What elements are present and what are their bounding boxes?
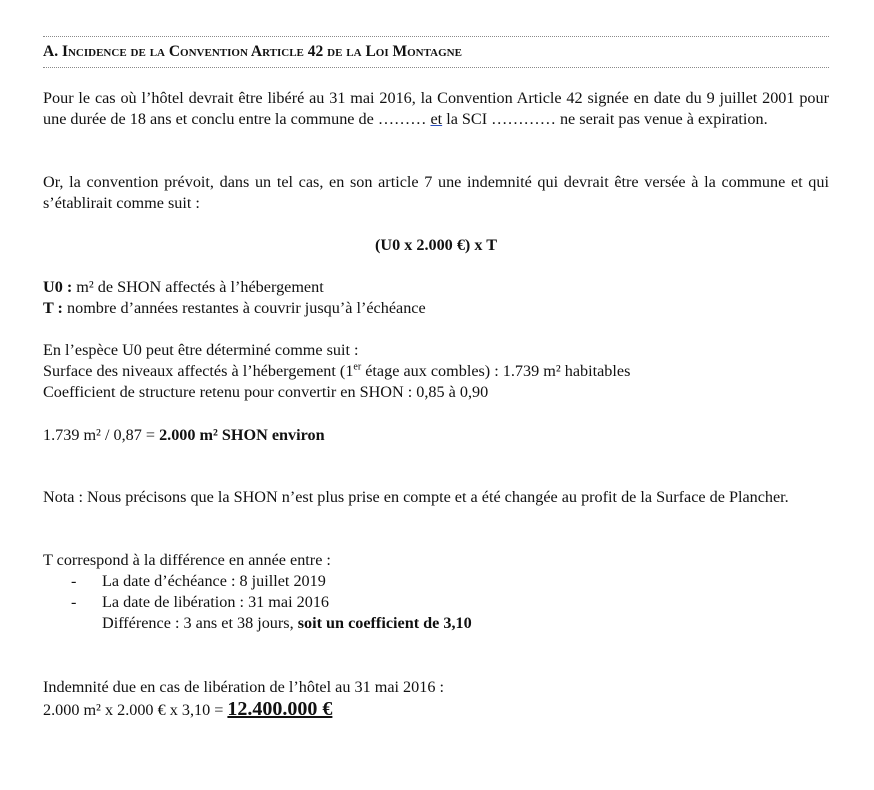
underlined-et: et [430,110,443,128]
definition-text: nombre d’années restantes à couvrir jusqu’à l’échéance [67,299,426,317]
superscript-er: er [353,361,362,373]
paragraph-convention-text-1: Pour le cas où l’hôtel devrait être libéré au 31 mai 2016, la Convention Article 42 signée en date du 9 juillet 2001 pour une durée de 18 ans et conclu entre la commune de ……… [43,89,829,128]
section-title: Incidence de la Convention Article 42 de la Loi Montagne [61,43,462,60]
bullet-dash: - [71,593,77,611]
definition-term: T : [43,299,63,317]
paragraph-convention [43,88,829,130]
espece-intro: En l’espèce U0 peut être déterminé comme suit : [43,341,359,359]
indemnite-formula: 2.000 m² x 2.000 € x 3,10 = [43,701,224,719]
definition-u0 [43,277,829,298]
calculation-left: 1.739 m² / 0,87 = [43,426,156,444]
list-item [43,571,829,592]
surface-text-2: étage aux combles) : 1.739 m² habitables [365,362,631,380]
paragraph-indemnite-prevue: Or, la convention prévoit, dans un tel cas, en son article 7 une indemnité qui devrait être versée à la commune et qui s’établirait comme suit : [43,173,829,212]
difference-text-wrap [102,613,472,634]
calculation-line [43,425,829,446]
section-heading [43,36,829,68]
list-item-text: La date de libération : 31 mai 2016 [102,593,330,611]
espece-surface [43,361,829,382]
section-letter: A. [43,43,59,60]
definition-term: U0 : [43,278,73,296]
difference-line [43,613,829,634]
calculation-result: 2.000 m² SHON environ [159,426,325,444]
definition-t [43,298,829,319]
indemnite-calculation [43,699,829,721]
espece-coefficient: Coefficient de structure retenu pour convertir en SHON : 0,85 à 0,90 [43,383,489,401]
difference-text: Différence : 3 ans et 38 jours, [102,614,294,632]
surface-text-1: Surface des niveaux affectés à l’hébergement (1 [43,362,354,380]
indemnite-total: 12.400.000 € [227,698,333,720]
formula: (U0 x 2.000 €) x T [374,236,497,254]
paragraph-convention-text-2: la SCI ………… ne serait pas venue à expiration. [446,110,768,128]
bullet-dash: - [71,572,77,590]
definition-text: m² de SHON affectés à l’hébergement [76,278,324,296]
nota-paragraph: Nota : Nous précisons que la SHON n’est plus prise en compte et a été changée au profit de la Surface de Plancher. [43,488,789,506]
t-intro: T correspond à la différence en année entre : [43,551,331,569]
difference-coefficient: soit un coefficient de 3,10 [297,614,472,632]
list-item [43,592,829,613]
indemnite-label: Indemnité due en cas de libération de l’hôtel au 31 mai 2016 : [43,678,444,696]
list-item-text: La date d’échéance : 8 juillet 2019 [102,572,326,590]
